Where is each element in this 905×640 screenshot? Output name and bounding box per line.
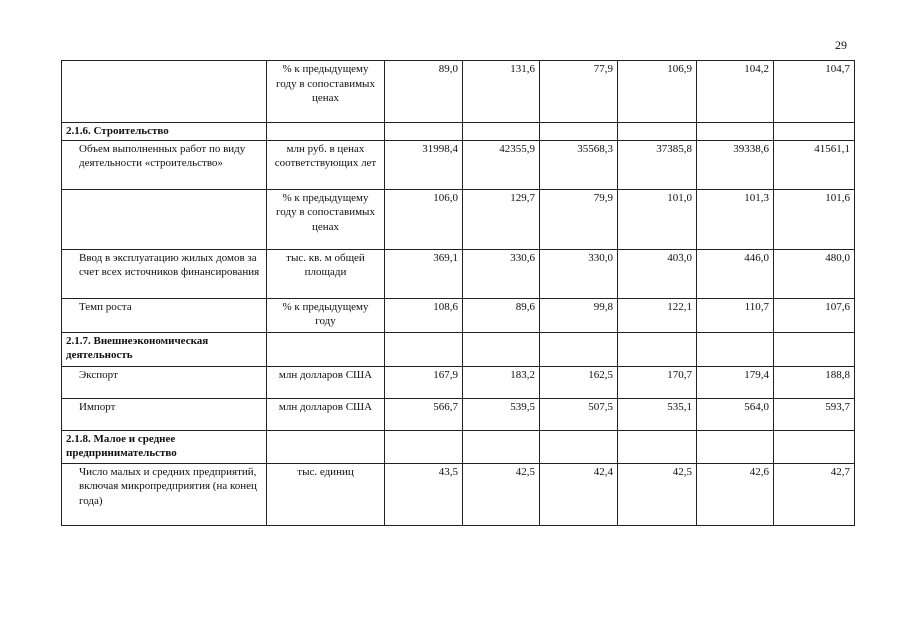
table-row bbox=[62, 366, 855, 398]
empty-cell bbox=[267, 332, 385, 366]
table-body bbox=[62, 61, 855, 526]
empty-cell bbox=[774, 430, 855, 463]
value-cell: 89,0 bbox=[385, 61, 463, 123]
value-cell: 564,0 bbox=[697, 398, 774, 430]
table-row bbox=[62, 398, 855, 430]
value-cell: 593,7 bbox=[774, 398, 855, 430]
indicator-name: Число малых и средних предприятий, включая микропредприятия (на конец года) bbox=[62, 463, 267, 525]
value-cell: 446,0 bbox=[697, 249, 774, 298]
value-cell: 104,7 bbox=[774, 61, 855, 123]
indicator-name: Импорт bbox=[62, 398, 267, 430]
value-cell: 107,6 bbox=[774, 298, 855, 332]
empty-cell bbox=[774, 123, 855, 141]
indicator-name: Экспорт bbox=[62, 366, 267, 398]
value-cell: 170,7 bbox=[618, 366, 697, 398]
unit-cell: % к предыдущему году в сопоставимых ценах bbox=[267, 189, 385, 249]
unit-cell: % к предыдущему году в сопоставимых ценах bbox=[267, 61, 385, 123]
table-row bbox=[62, 189, 855, 249]
value-cell: 35568,3 bbox=[540, 140, 618, 189]
value-cell: 42,7 bbox=[774, 463, 855, 525]
value-cell: 167,9 bbox=[385, 366, 463, 398]
value-cell: 77,9 bbox=[540, 61, 618, 123]
empty-cell bbox=[697, 123, 774, 141]
indicator-name: Объем выполненных работ по виду деятельности «строительство» bbox=[62, 140, 267, 189]
empty-cell bbox=[697, 332, 774, 366]
empty-cell bbox=[540, 123, 618, 141]
value-cell: 89,6 bbox=[463, 298, 540, 332]
empty-cell bbox=[267, 123, 385, 141]
value-cell: 42,4 bbox=[540, 463, 618, 525]
value-cell: 39338,6 bbox=[697, 140, 774, 189]
value-cell: 110,7 bbox=[697, 298, 774, 332]
value-cell: 37385,8 bbox=[618, 140, 697, 189]
value-cell: 42,5 bbox=[463, 463, 540, 525]
value-cell: 188,8 bbox=[774, 366, 855, 398]
unit-cell: млн руб. в ценах соответствующих лет bbox=[267, 140, 385, 189]
value-cell: 99,8 bbox=[540, 298, 618, 332]
page-number: 29 bbox=[835, 38, 847, 52]
value-cell: 106,0 bbox=[385, 189, 463, 249]
table-row bbox=[62, 298, 855, 332]
empty-cell bbox=[463, 123, 540, 141]
value-cell: 480,0 bbox=[774, 249, 855, 298]
value-cell: 507,5 bbox=[540, 398, 618, 430]
value-cell: 42,6 bbox=[697, 463, 774, 525]
empty-cell bbox=[774, 332, 855, 366]
empty-cell bbox=[697, 430, 774, 463]
value-cell: 369,1 bbox=[385, 249, 463, 298]
value-cell: 535,1 bbox=[618, 398, 697, 430]
empty-cell bbox=[618, 430, 697, 463]
section-title: 2.1.8. Малое и среднее предпринимательство bbox=[62, 430, 267, 463]
unit-cell: тыс. единиц bbox=[267, 463, 385, 525]
unit-cell: % к предыдущему году bbox=[267, 298, 385, 332]
unit-cell: млн долларов США bbox=[267, 398, 385, 430]
value-cell: 330,6 bbox=[463, 249, 540, 298]
indicator-name bbox=[62, 61, 267, 123]
value-cell: 101,3 bbox=[697, 189, 774, 249]
value-cell: 101,6 bbox=[774, 189, 855, 249]
empty-cell bbox=[385, 332, 463, 366]
empty-cell bbox=[463, 332, 540, 366]
empty-cell bbox=[267, 430, 385, 463]
value-cell: 104,2 bbox=[697, 61, 774, 123]
value-cell: 31998,4 bbox=[385, 140, 463, 189]
value-cell: 183,2 bbox=[463, 366, 540, 398]
section-row bbox=[62, 430, 855, 463]
value-cell: 42,5 bbox=[618, 463, 697, 525]
empty-cell bbox=[385, 123, 463, 141]
empty-cell bbox=[463, 430, 540, 463]
value-cell: 403,0 bbox=[618, 249, 697, 298]
empty-cell bbox=[618, 332, 697, 366]
value-cell: 43,5 bbox=[385, 463, 463, 525]
value-cell: 566,7 bbox=[385, 398, 463, 430]
indicator-name: Ввод в эксплуатацию жилых домов за счет всех источников финансирования bbox=[62, 249, 267, 298]
table-row bbox=[62, 249, 855, 298]
value-cell: 179,4 bbox=[697, 366, 774, 398]
value-cell: 539,5 bbox=[463, 398, 540, 430]
table-row bbox=[62, 61, 855, 123]
section-row bbox=[62, 123, 855, 141]
unit-cell: млн долларов США bbox=[267, 366, 385, 398]
value-cell: 122,1 bbox=[618, 298, 697, 332]
value-cell: 330,0 bbox=[540, 249, 618, 298]
table-row bbox=[62, 140, 855, 189]
indicator-name: Темп роста bbox=[62, 298, 267, 332]
empty-cell bbox=[618, 123, 697, 141]
section-title: 2.1.7. Внешнеэкономическая деятельность bbox=[62, 332, 267, 366]
section-row bbox=[62, 332, 855, 366]
empty-cell bbox=[540, 332, 618, 366]
value-cell: 101,0 bbox=[618, 189, 697, 249]
value-cell: 79,9 bbox=[540, 189, 618, 249]
indicator-name bbox=[62, 189, 267, 249]
indicators-table bbox=[61, 60, 855, 526]
value-cell: 131,6 bbox=[463, 61, 540, 123]
table-row bbox=[62, 463, 855, 525]
empty-cell bbox=[540, 430, 618, 463]
value-cell: 108,6 bbox=[385, 298, 463, 332]
unit-cell: тыс. кв. м общей площади bbox=[267, 249, 385, 298]
value-cell: 129,7 bbox=[463, 189, 540, 249]
section-title: 2.1.6. Строительство bbox=[62, 123, 267, 141]
value-cell: 42355,9 bbox=[463, 140, 540, 189]
value-cell: 106,9 bbox=[618, 61, 697, 123]
value-cell: 41561,1 bbox=[774, 140, 855, 189]
value-cell: 162,5 bbox=[540, 366, 618, 398]
empty-cell bbox=[385, 430, 463, 463]
